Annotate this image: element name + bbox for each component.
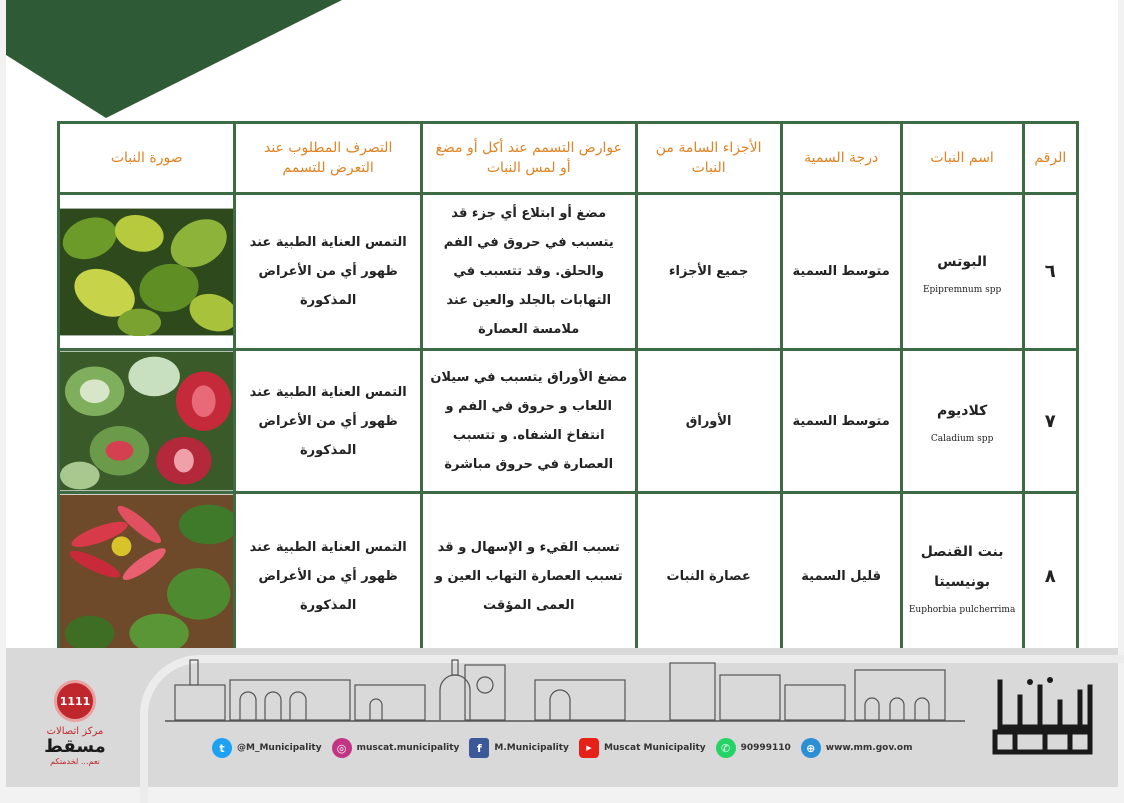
whatsapp-icon: ✆ — [716, 738, 736, 758]
facebook-link[interactable] — [469, 738, 569, 758]
plant-name-cell — [901, 493, 1023, 661]
poinsettia-plant-photo — [60, 494, 233, 659]
toxic-parts: جميع الأجزاء — [636, 194, 781, 350]
toxicity-level: متوسط السمية — [781, 194, 901, 350]
symptoms: مضغ الأوراق يتسبب في سيلان اللعاب و حروق في الفم و انتفاخ الشفاه. و تتسبب العصارة في حروق مباشرة — [421, 350, 636, 493]
youtube-link[interactable] — [579, 738, 706, 758]
header-number: الرقم — [1023, 123, 1077, 194]
toxicity-level: قليل السمية — [781, 493, 901, 661]
poisonous-plants-table — [57, 121, 1079, 662]
youtube-handle: Muscat Municipality — [603, 743, 706, 753]
whatsapp-number: 90999110 — [740, 743, 791, 753]
required-action: التمس العناية الطبية عند ظهور أي من الأعراض المذكورة — [235, 194, 421, 350]
header-toxicity: درجة السمية — [781, 123, 901, 194]
muscat-municipality-logo — [985, 672, 1105, 767]
call-center-label: مركز اتصالات — [46, 726, 104, 737]
table-header-row — [59, 123, 1078, 194]
youtube-icon: ▶ — [579, 738, 599, 758]
twitter-handle: @M_Municipality — [237, 743, 322, 753]
plant-latin-name: Euphorbia pulcherrima — [908, 604, 1016, 615]
plant-latin-name: Caladium spp — [930, 434, 994, 444]
row-number: ٨ — [1023, 493, 1077, 661]
globe-icon: ⊕ — [801, 738, 821, 758]
required-action: التمس العناية الطبية عند ظهور أي من الأعراض المذكورة — [235, 493, 421, 661]
instagram-icon: ◎ — [332, 738, 352, 758]
call-center-slogan: نعم... لخدمتكم — [50, 757, 100, 766]
plant-name-cell — [901, 194, 1023, 350]
toxic-parts: الأوراق — [636, 350, 781, 493]
website-link[interactable] — [801, 738, 913, 758]
twitter-link[interactable] — [212, 738, 322, 758]
row-number: ٦ — [1023, 194, 1077, 350]
caladium-plant-photo — [60, 351, 233, 491]
plant-name: البوتس — [937, 253, 987, 270]
call-center-badge: 1111 — [54, 680, 96, 722]
toxicity-level: متوسط السمية — [781, 350, 901, 493]
plant-image-cell — [59, 493, 235, 661]
table-row — [59, 194, 1078, 350]
required-action: التمس العناية الطبية عند ظهور أي من الأعراض المذكورة — [235, 350, 421, 493]
plant-latin-name: Epipremnum spp — [922, 284, 1002, 295]
header-plant-name: اسم النبات — [901, 123, 1023, 194]
instagram-handle: muscat.municipality — [356, 743, 460, 753]
plant-name-cell — [901, 350, 1023, 493]
pothos-plant-photo — [60, 208, 233, 336]
row-number: ٧ — [1023, 350, 1077, 493]
call-center-logo — [20, 680, 130, 766]
plant-name: كلاديوم — [936, 403, 988, 419]
symptoms: مضغ أو ابتلاع أي جزء قد يتسبب في حروق في الفم والحلق. وقد تتسبب في التهابات بالجلد والعين عند ملامسة العصارة — [421, 194, 636, 350]
facebook-handle: M.Municipality — [494, 743, 569, 753]
whatsapp-link[interactable] — [716, 738, 791, 758]
toxic-parts: عصارة النبات — [636, 493, 781, 661]
table-row — [59, 493, 1078, 661]
muscat-skyline-illustration — [165, 655, 965, 725]
twitter-icon: t — [212, 738, 232, 758]
symptoms: تسبب القيء و الإسهال و قد تسبب العصارة التهاب العين و العمى المؤقت — [421, 493, 636, 661]
call-center-city: مسقط — [44, 736, 106, 757]
social-links-bar — [212, 738, 912, 758]
facebook-icon: f — [469, 738, 489, 758]
header-symptoms: عوارض التسمم عند أكل أو مضغ أو لمس النبات — [421, 123, 636, 194]
header-image: صورة النبات — [59, 123, 235, 194]
corner-decoration — [6, 0, 346, 120]
plant-image-cell — [59, 350, 235, 493]
header-toxic-parts: الأجزاء السامة من النبات — [636, 123, 781, 194]
instagram-link[interactable] — [332, 738, 460, 758]
plant-name: بنت القنصل بونيسيتا — [920, 543, 1004, 590]
table-row — [59, 350, 1078, 493]
plant-image-cell — [59, 194, 235, 350]
header-action: التصرف المطلوب عند التعرض للتسمم — [235, 123, 421, 194]
website-url: www.mm.gov.om — [825, 743, 913, 753]
